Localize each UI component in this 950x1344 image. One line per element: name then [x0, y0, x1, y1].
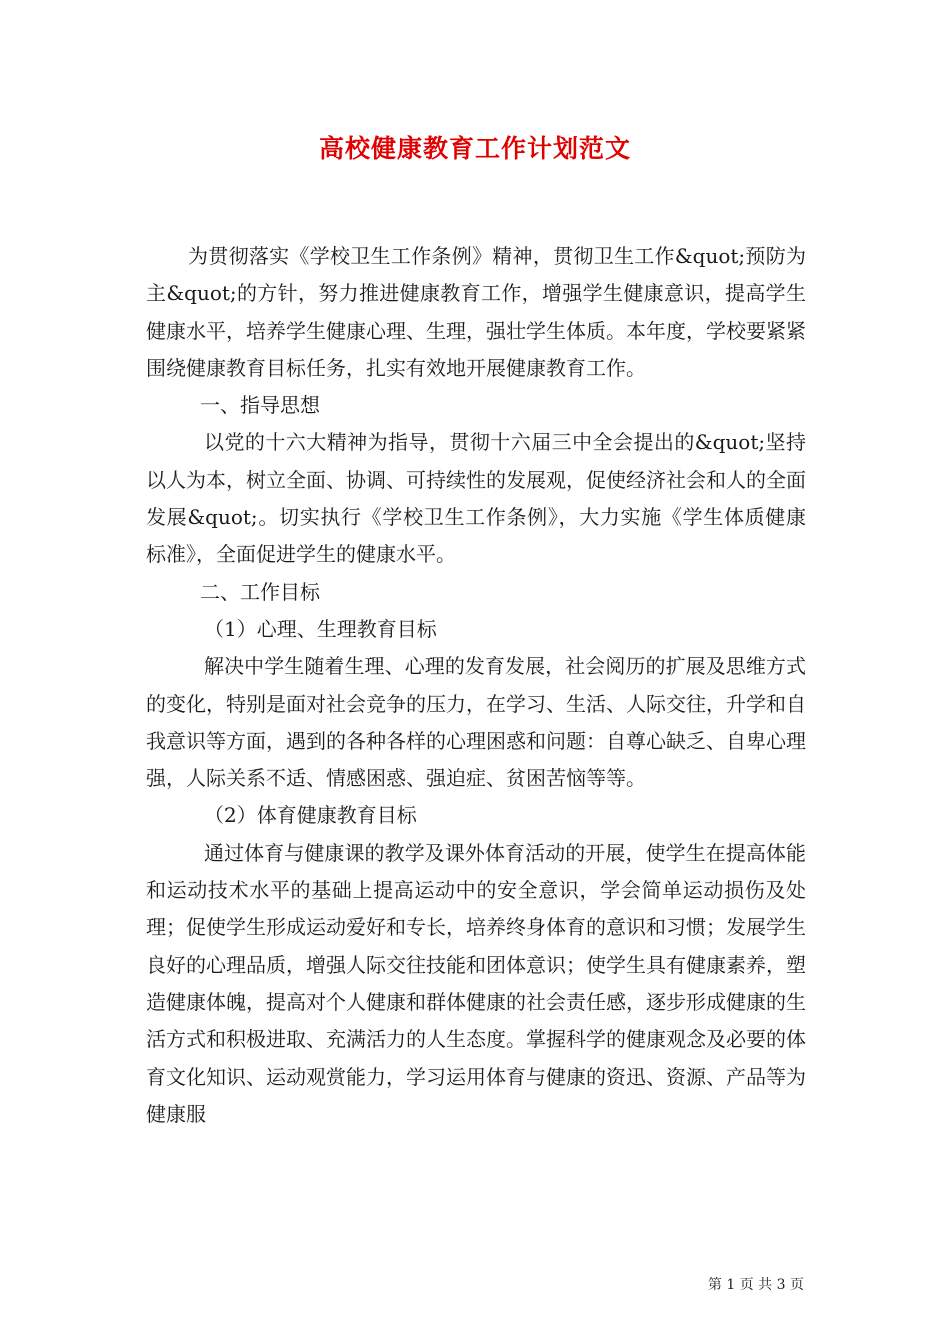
intro-paragraph: 为贯彻落实《学校卫生工作条例》精神，贯彻卫生工作&quot;预防为主&quot;的方针，努力推进健康教育工作，增强学生健康意识，提高学生健康水平，培养学生健康心理、生理，强壮学生体质。本年度，学校要紧紧围绕健康教育目标任务，扎实有效地开展健康教育工作。: [146, 244, 806, 380]
subheading-psych-physio-goal: （1）心理、生理教育目标: [204, 616, 437, 641]
page-number-footer: 第 1 页 共 3 页: [707, 1277, 804, 1293]
section-heading-work-goals: 二、工作目标: [200, 579, 320, 604]
pe-health-paragraph: 通过体育与健康课的教学及课外体育活动的开展，使学生在提高体能和运动技术水平的基础上提高运动中的安全意识，学会简单运动损伤及处理；促使学生形成运动爱好和专长，培养终身体育的意识和习惯；发展学生良好的心理品质，增强人际交往技能和团体意识；使学生具有健康素养，塑造健康体魄，提高对个人健康和群体健康的社会责任感，逐步形成健康的生活方式和积极进取、充满活力的人生态度。掌握科学的健康观念及必要的体育文化知识、运动观赏能力，学习运用体育与健康的资迅、资源、产品等为健康服: [146, 840, 806, 1126]
document-body: [146, 238, 806, 1133]
subheading-pe-health-goal: （2）体育健康教育目标: [204, 803, 417, 828]
document-title: 高校健康教育工作计划范文: [318, 134, 631, 163]
psych-physio-paragraph: 解决中学生随着生理、心理的发育发展，社会阅历的扩展及思维方式的变化，特别是面对社会竞争的压力，在学习、生活、人际交往，升学和自我意识等方面，遇到的各种各样的心理困惑和问题：自尊心缺乏、自卑心理强，人际关系不适、情感困惑、强迫症、贫困苦恼等等。: [146, 654, 806, 791]
section-heading-guiding-thought: 一、指导思想: [200, 393, 320, 418]
guiding-thought-paragraph: 以党的十六大精神为指导，贯彻十六届三中全会提出的&quot;坚持以人为本，树立全面、协调、可持续性的发展观，促使经济社会和人的全面发展&quot;。切实执行《学校卫生工作条例》，大力实施《学生体质健康标准》，全面促进学生的健康水平。: [146, 430, 806, 567]
